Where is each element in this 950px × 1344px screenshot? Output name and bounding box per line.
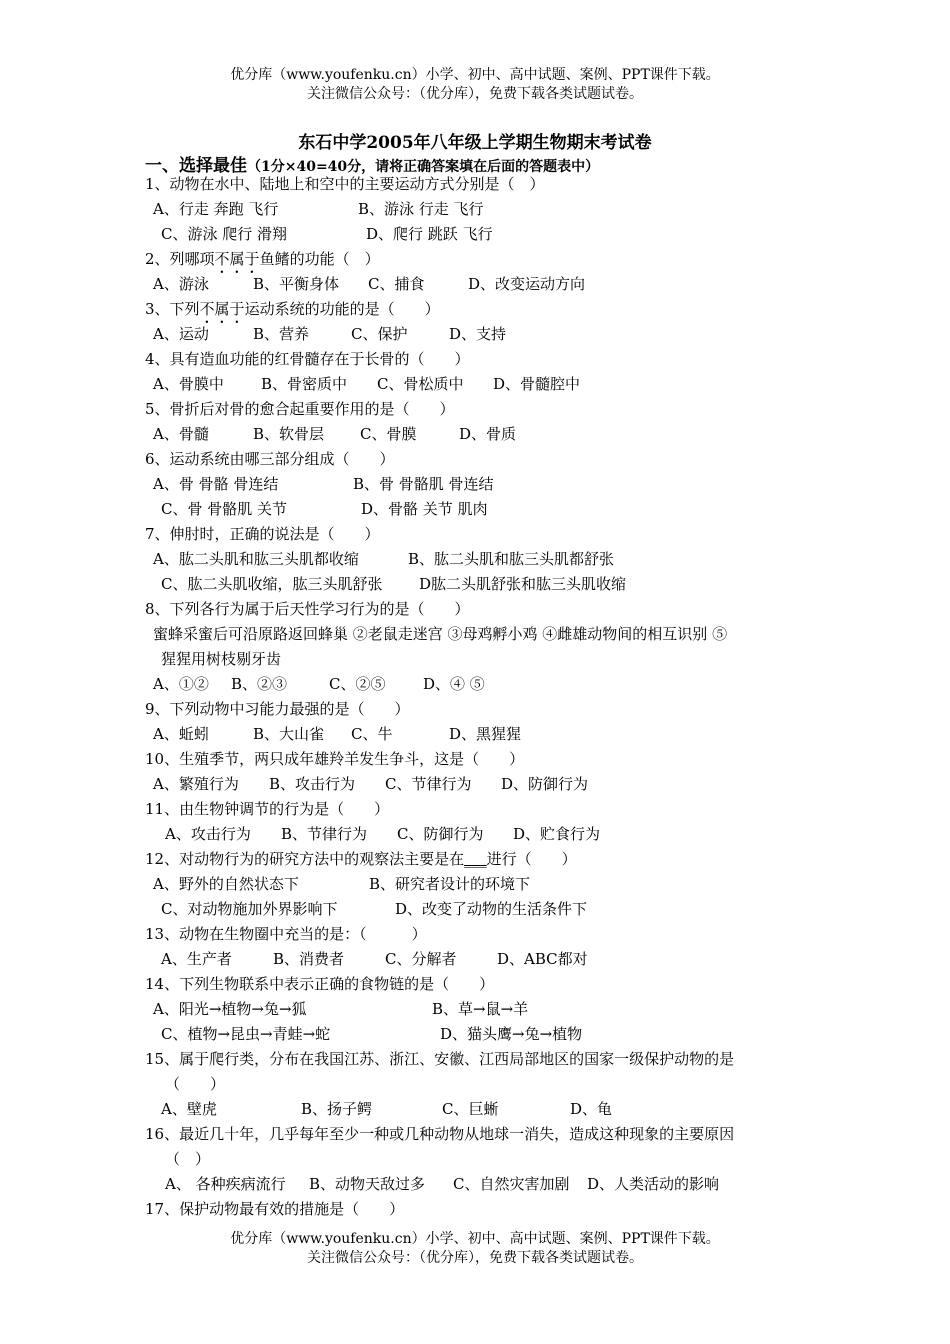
question-body: 猩猩用树枝剔牙齿 [161, 650, 282, 668]
option-row [145, 497, 815, 522]
option-row [145, 422, 815, 447]
option-b: B、节律行为 [281, 825, 368, 843]
option-c: C、巨蜥 [442, 1100, 499, 1118]
option-row [145, 722, 815, 747]
question-stem: 7、伸肘时，正确的说法是（ ） [145, 525, 380, 543]
option-row [145, 372, 815, 397]
header-line-1: 优分库（www.youfenku.cn）小学、初中、高中试题、案例、PPT课件下载。 [230, 67, 720, 83]
option-row [145, 272, 815, 297]
option-c: C、牛 [351, 725, 393, 743]
option-row [145, 997, 815, 1022]
option-a: A、 各种疾病流行 [165, 1175, 286, 1193]
option-c: C、骨膜 [360, 425, 417, 443]
option-a: A、肱二头肌和肱三头肌都收缩 [153, 550, 359, 568]
option-d: D、猫头鹰→兔→植物 [440, 1025, 583, 1043]
option-row [145, 672, 815, 697]
question-stem: 4、具有造血功能的红骨髓存在于长骨的（ ） [145, 350, 470, 368]
header-line-2: 关注微信公众号：（优分库），免费下载各类试题试卷。 [307, 86, 643, 102]
question-stem: 9、下列动物中习能力最强的是（ ） [145, 700, 410, 718]
option-row [145, 772, 815, 797]
option-d: D肱二头肌舒张和肱三头肌收缩 [419, 575, 627, 593]
option-b: B、扬子鳄 [301, 1100, 373, 1118]
stem-text: 鱼鳍的功能（ ） [259, 250, 380, 268]
footer-line-2: 关注微信公众号：（优分库），免费下载各类试题试卷。 [307, 1250, 643, 1266]
option-a: A、骨髓 [153, 425, 209, 443]
option-row [145, 1022, 815, 1047]
option-c: C、植物→昆虫→青蛙→蛇 [161, 1025, 331, 1043]
stem-text: 2、列哪项 [145, 250, 215, 268]
option-c: C、骨松质中 [377, 375, 464, 393]
exam-title: 东石中学2005年八年级上学期生物期末考试卷 [298, 133, 652, 153]
option-row [145, 222, 815, 247]
question-stem: 17、保护动物最有效的措施是（ ） [145, 1200, 405, 1218]
option-a: A、骨膜中 [153, 375, 224, 393]
option-d: D、龟 [570, 1100, 613, 1118]
question-stem [145, 247, 815, 272]
option-a: A、游泳 [153, 275, 209, 293]
option-a: A、运动 [153, 325, 209, 343]
section-title: 一、选择最佳 [145, 156, 247, 176]
option-b: B、动物天敌过多 [309, 1175, 426, 1193]
question-stem: 1、动物在水中、陆地上和空中的主要运动方式分别是（ ） [145, 175, 545, 193]
option-a: A、生产者 [161, 950, 232, 968]
option-b: B、营养 [253, 325, 310, 343]
option-row [145, 1172, 815, 1197]
stem-text: 进行（ ） [486, 850, 577, 868]
option-a: A、阳光→植物→兔→狐 [153, 1000, 307, 1018]
option-d: D、改变了动物的生活条件下 [395, 900, 588, 918]
option-c: C、游泳 爬行 滑翔 [161, 225, 288, 243]
question-stem: 10、生殖季节，两只成年雄羚羊发生争斗，这是（ ） [145, 750, 525, 768]
option-row [145, 322, 815, 347]
option-b: B、骨密质中 [261, 375, 348, 393]
option-a: A、壁虎 [161, 1100, 217, 1118]
option-c: C、②⑤ [329, 675, 386, 693]
option-d: D、防御行为 [501, 775, 589, 793]
option-d: D、人类活动的影响 [587, 1175, 720, 1193]
option-c: C、捕食 [368, 275, 425, 293]
question-stem: 8、下列各行为属于后天性学习行为的是（ ） [145, 600, 470, 618]
option-c: C、分解者 [385, 950, 457, 968]
stem-text: 12、对动物行为的研究方法中的观察法主要是在 [145, 850, 465, 868]
option-d: D、黑猩猩 [449, 725, 522, 743]
question-body: 蜜蜂采蜜后可沿原路返回蜂巢 ②老鼠走迷宫 ③母鸡孵小鸡 ④雌雄动物间的相互识别 ⑤ [153, 625, 728, 643]
option-d: D、贮食行为 [513, 825, 601, 843]
option-row [145, 822, 815, 847]
option-row [145, 472, 815, 497]
question-stem: 16、最近几十年，几乎每年至少一种或几种动物从地球一消失，造成这种现象的主要原因 [145, 1125, 735, 1143]
option-d: D、爬行 跳跃 飞行 [366, 225, 493, 243]
stem-text: 3、下列 [145, 300, 200, 318]
option-d: D、骨质 [459, 425, 517, 443]
page-footer [0, 1230, 950, 1268]
option-b: B、②③ [231, 675, 288, 693]
option-b: B、骨 骨骼肌 骨连结 [353, 475, 494, 493]
option-d: D、支持 [449, 325, 507, 343]
question-stem: 13、动物在生物圈中充当的是：（ ） [145, 925, 427, 943]
footer-line-1: 优分库（www.youfenku.cn）小学、初中、高中试题、案例、PPT课件下载。 [230, 1231, 720, 1247]
option-d: D、改变运动方向 [468, 275, 586, 293]
option-c: C、骨 骨骼肌 关节 [161, 500, 288, 518]
option-d: D、骨髓腔中 [493, 375, 581, 393]
option-row [145, 947, 815, 972]
option-row [145, 897, 815, 922]
option-row [145, 872, 815, 897]
emphasis-text: 不属于 [199, 300, 245, 318]
option-c: C、节律行为 [385, 775, 472, 793]
question-stem-cont: （ ） [165, 1150, 211, 1168]
section-note: （1分×40=40分，请将正确答案填在后面的答题表中） [247, 159, 600, 175]
option-b: B、研究者设计的环境下 [369, 875, 531, 893]
question-stem: 5、骨折后对骨的愈合起重要作用的是（ ） [145, 400, 455, 418]
option-a: A、①② [153, 675, 209, 693]
option-d: D、④ ⑤ [423, 675, 485, 693]
option-a: A、骨 骨骼 骨连结 [153, 475, 279, 493]
option-b: B、软骨层 [253, 425, 325, 443]
option-row [145, 572, 815, 597]
answer-blank: ___ [464, 850, 487, 868]
question-stem [145, 297, 815, 322]
option-c: C、对动物施加外界影响下 [161, 900, 338, 918]
question-stem: 6、运动系统由哪三部分组成（ ） [145, 450, 395, 468]
option-d: D、骨骼 关节 肌肉 [361, 500, 488, 518]
option-b: B、消费者 [273, 950, 345, 968]
question-list [145, 172, 815, 1222]
option-c: C、保护 [351, 325, 408, 343]
option-c: C、肱二头肌收缩，肱三头肌舒张 [161, 575, 383, 593]
option-b: B、大山雀 [253, 725, 325, 743]
option-b: B、攻击行为 [269, 775, 356, 793]
option-d: D、ABC都对 [497, 950, 588, 968]
option-b: B、游泳 行走 飞行 [358, 200, 484, 218]
stem-text: 运动系统的功能的是（ ） [244, 300, 440, 318]
option-a: A、行走 奔跑 飞行 [153, 200, 279, 218]
option-c: C、自然灾害加剧 [453, 1175, 570, 1193]
option-a: A、蚯蚓 [153, 725, 209, 743]
option-row [145, 197, 815, 222]
question-stem [145, 847, 815, 872]
option-a: A、攻击行为 [165, 825, 251, 843]
option-b: B、肱二头肌和肱三头肌都舒张 [408, 550, 615, 568]
emphasis-text: 不属于 [214, 250, 260, 268]
question-stem: 15、属于爬行类，分布在我国江苏、浙江、安徽、江西局部地区的国家一级保护动物的是 [145, 1050, 735, 1068]
option-row [145, 1097, 815, 1122]
question-stem: 11、由生物钟调节的行为是（ ） [145, 800, 390, 818]
option-row [145, 547, 815, 572]
option-b: B、平衡身体 [253, 275, 340, 293]
option-b: B、草→鼠→羊 [432, 1000, 529, 1018]
question-stem-cont: （ ） [165, 1075, 226, 1093]
question-stem: 14、下列生物联系中表示正确的食物链的是（ ） [145, 975, 495, 993]
option-a: A、野外的自然状态下 [153, 875, 299, 893]
page-header [0, 66, 950, 104]
option-a: A、繁殖行为 [153, 775, 239, 793]
option-c: C、防御行为 [397, 825, 484, 843]
